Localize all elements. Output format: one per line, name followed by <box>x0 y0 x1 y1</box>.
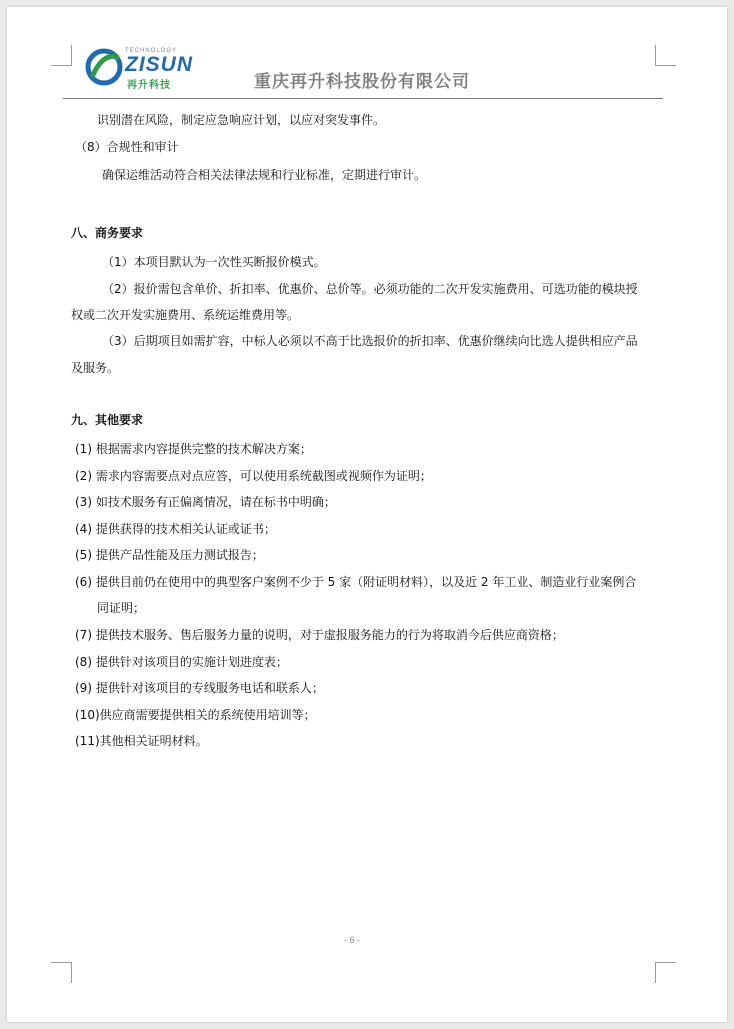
list-item: (8) 提供针对该项目的实施计划进度表； <box>75 655 288 669</box>
list-item: (1) 根据需求内容提供完整的技术解决方案； <box>75 442 312 456</box>
list-item: (5) 提供产品性能及压力测试报告； <box>75 548 264 562</box>
document-page <box>7 7 727 1022</box>
company-name: 重庆再升科技股份有限公司 <box>254 72 470 92</box>
header-divider <box>63 98 663 99</box>
list-item: （1）本项目默认为一次性买断报价模式。 <box>102 255 326 269</box>
list-item: (2) 需求内容需要点对点应答，可以使用系统截图或视频作为证明； <box>75 469 432 483</box>
crop-mark-bottom-left <box>51 962 72 983</box>
paragraph-line: 识别潜在风险，制定应急响应计划，以应对突发事件。 <box>97 113 386 127</box>
company-logo <box>85 43 235 95</box>
list-item: (4) 提供获得的技术相关认证或证书； <box>75 522 276 536</box>
logo-chinese-name: 再升科技 <box>127 80 171 91</box>
logo-tagline: TECHNOLOGY <box>125 48 178 54</box>
list-item: (7) 提供技术服务、售后服务力量的说明，对于虚报服务能力的行为将取消今后供应商资格； <box>75 628 564 642</box>
list-item-continuation: 及服务。 <box>71 361 120 375</box>
list-item: (9) 提供针对该项目的专线服务电话和联系人； <box>75 681 324 695</box>
list-item: (11)其他相关证明材料。 <box>75 734 208 748</box>
logo-wordmark: ZISUN <box>125 53 193 76</box>
page-header <box>85 43 665 103</box>
section-heading-business: 八、商务要求 <box>71 226 144 240</box>
list-item-continuation: 同证明； <box>97 601 146 615</box>
section-heading-other: 九、其他要求 <box>71 413 144 427</box>
list-item: (3) 如技术服务有正偏离情况，请在标书中明确； <box>75 495 336 509</box>
list-item-continuation: 权或二次开发实施费用、系统运维费用等。 <box>71 308 300 322</box>
crop-mark-top-left <box>51 45 72 66</box>
list-item: (6) 提供目前仍在使用中的典型客户案例不少于 5 家（附证明材料），以及近 2 年工业、制造业行业案例合 <box>75 575 637 589</box>
list-item: （3）后期项目如需扩容，中标人必须以不高于比选报价的折扣率、优惠价继续向比选人提供相应产品 <box>102 334 638 348</box>
page-number: - 6 - <box>344 935 361 945</box>
crop-mark-bottom-right <box>655 962 676 983</box>
list-item: (10)供应商需要提供相关的系统使用培训等； <box>75 708 316 722</box>
paragraph-line: 确保运维活动符合相关法律法规和行业标准，定期进行审计。 <box>102 168 427 182</box>
subsection-heading: （8）合规性和审计 <box>75 140 179 154</box>
logo-emblem-icon <box>85 47 123 87</box>
list-item: （2）报价需包含单价、折扣率、优惠价、总价等。必须功能的二次开发实施费用、可选功能的模块授 <box>102 282 638 296</box>
